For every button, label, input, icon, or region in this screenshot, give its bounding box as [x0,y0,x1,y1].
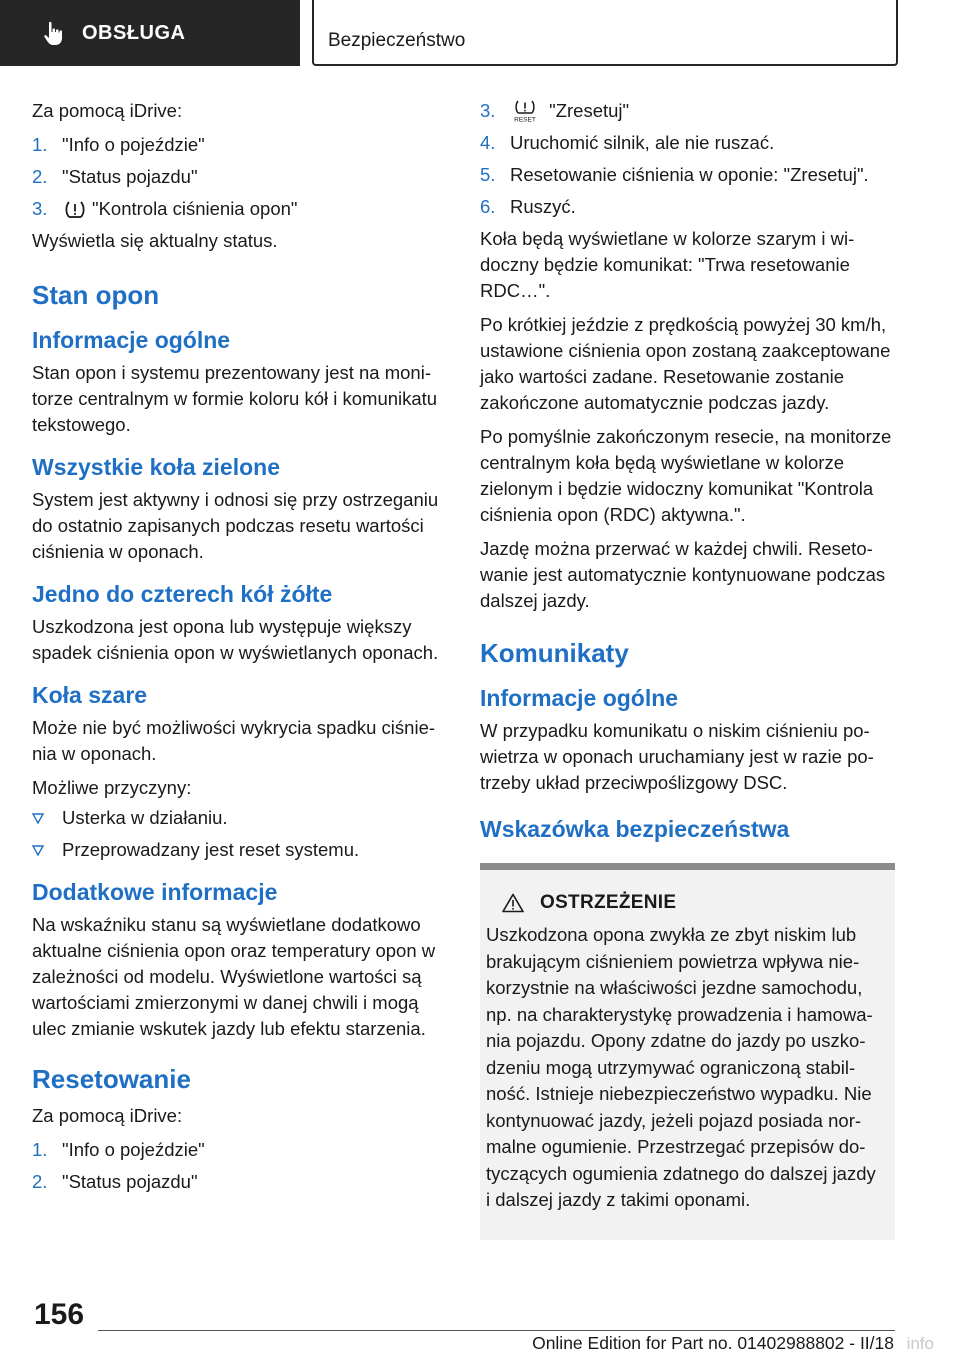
step-text: Resetowanie ciśnienia w oponie: "Zresetuj". [510,164,869,185]
paragraph-causes: Możliwe przyczyny: [32,777,192,798]
idrive-intro: Za pomocą iDrive: [32,100,183,121]
heading-komunikaty: Komunikaty [480,638,629,668]
step-number: 2. [32,1171,48,1192]
heading-informacje-ogolne-2: Informacje ogólne [480,685,679,711]
steps-list-1 [32,132,448,222]
bullet-triangle-icon [32,813,44,824]
heading-stan-opon: Stan opon [32,280,160,310]
paragraph-info: Stan opon i systemu prezentowany jest na monitorze centralnym w formie koloru kół i komunikatu tekstowego. [32,362,438,435]
steps-list-2 [32,1137,448,1195]
reset-caption: RESET [514,116,536,123]
step-text: Uruchomić silnik, ale nie ruszać. [510,132,775,153]
idrive-intro-2: Za pomocą iDrive: [32,1105,183,1126]
paragraph-extra: Na wskaźniku stanu są wyświetlane dodatkowo aktualne ciśnienia opon oraz temperatury opon w zależności od modelu. Wyświetlone wartości są wartościami zmierzonymi w danej chwili i mogą ulec zmianie wskutek jazdy lub efektu starzenia. [32,914,436,1039]
list-item [32,837,448,863]
warning-text: Uszkodzona opona zwykła ze zbyt niskim lub brakującym ciśnieniem powietrza wpływa niekorzystnie na właściwości jezdne samochodu, np. na charakterystykę prowadzenia i hamowania pojazdu. Opony zdatne do jazdy po uszkodzeniu mogą utrzymywać ograniczoną stabilność. Istnieje niebezpieczeństwo wypadku. Nie kontynuować jazdy, jeżeli pojazd posiada normalne ogumienie. Przestrzegać przepisów dotyczących ogumienia zdatnego do dalszej jazdy i dalszej jazdy z takimi oponami. [486,924,876,1210]
left-column [32,98,448,1201]
step-text: "Kontrola ciśnienia opon" [92,198,298,219]
chapter-label: OBSŁUGA [82,21,186,44]
step-text: "Info o pojeździe" [62,134,205,155]
list-item [32,1137,448,1163]
heading-informacje-ogolne: Informacje ogólne [32,327,231,353]
section-header [312,0,898,66]
heading-additional-info: Dodatkowe informacje [32,879,278,905]
paragraph-grey: Może nie być możliwości wykrycia spadku ciśnienia w oponach. [32,717,436,764]
edition-text: Online Edition for Part no. 01402988802 - II/18 [532,1333,894,1353]
list-item [32,1169,448,1195]
list-item [32,132,448,158]
paragraph-green: System jest aktywny i odnosi się przy ostrzeganiu do ostatnio zapisanych podczas resetu wartości ciśnienia w oponach. [32,489,439,562]
watermark: info [906,1334,934,1353]
step-number: 3. [32,198,48,219]
list-item [480,98,895,124]
step-text: Ruszyć. [510,196,576,217]
warning-rule [480,863,895,870]
list-item [480,130,895,156]
list-item [480,162,895,188]
list-item [480,194,895,220]
warning-header [486,892,883,914]
step-number: 4. [480,132,496,153]
section-title: Bezpieczeństwo [328,30,466,51]
bullet-text: Przeprowadzany jest reset systemu. [62,839,360,860]
warning-triangle-icon [502,893,524,913]
step-text: "Info o pojeździe" [62,1139,205,1160]
list-item [32,805,448,831]
status-text: Wyświetla się aktualny status. [32,230,278,251]
paragraph-reset-success: Po pomyślnie zakończonym resecie, na monitorze centralnym koła będą wyświetlane w kolorze zielonym i będzie widoczny komunikat "Kontrola ciśnienia opon (RDC) aktywna.". [480,426,892,525]
paragraph-interrupt: Jazdę można przerwać w każdej chwili. Resetowanie jest automatycznie kontynuowane podczas dalszej jazdy. [480,538,886,611]
steps-list-3 [480,98,895,220]
paragraph-yellow: Uszkodzona jest opona lub występuje większy spadek ciśnienia opon w wyświetlanych oponach. [32,616,439,663]
step-number: 3. [480,100,496,121]
tire-pressure-icon [64,199,86,221]
list-item [32,164,448,190]
step-number: 2. [32,166,48,187]
causes-list [32,805,448,863]
heading-yellow-wheels: Jedno do czterech kół żółte [32,581,333,607]
step-text: "Status pojazdu" [62,1171,198,1192]
step-text: "Zresetuj" [549,100,630,121]
chapter-tab [0,0,300,66]
heading-safety-note: Wskazówka bezpieczeństwa [480,816,790,842]
bullet-text: Usterka w działaniu. [62,807,228,828]
warning-title: OSTRZEŻENIE [540,892,677,913]
heading-grey-wheels: Koła szare [32,682,148,708]
step-number: 1. [32,134,48,155]
step-text: "Status pojazdu" [62,166,198,187]
hand-pointer-icon [40,19,68,47]
step-number: 6. [480,196,496,217]
step-number: 1. [32,1139,48,1160]
bullet-triangle-icon [32,845,44,856]
paragraph-short-drive: Po krótkiej jeździe z prędkością powyżej 30 km/h, ustawione ciśnienia opon zostaną zaakceptowane jako wartości zadane. Resetowanie zostanie zakończone automatycznie podczas jazdy. [480,314,891,413]
page-number: 156 [34,1298,85,1331]
heading-green-wheels: Wszystkie koła zielone [32,454,280,480]
tire-reset-icon [512,99,538,123]
right-column [480,98,895,1240]
paragraph-dsc: W przypadku komunikatu o niskim ciśnieniu powietrza w oponach uruchamiany jest w razie potrzeby układ przeciwpoślizgowy DSC. [480,720,874,793]
warning-box [480,870,895,1240]
list-item [32,196,448,222]
paragraph-grey-wheels: Koła będą wyświetlane w kolorze szarym i widoczny będzie komunikat: "Trwa resetowanie RDC…". [480,228,855,301]
footer-rule [98,1330,895,1331]
step-number: 5. [480,164,496,185]
heading-resetowanie: Resetowanie [32,1064,191,1094]
